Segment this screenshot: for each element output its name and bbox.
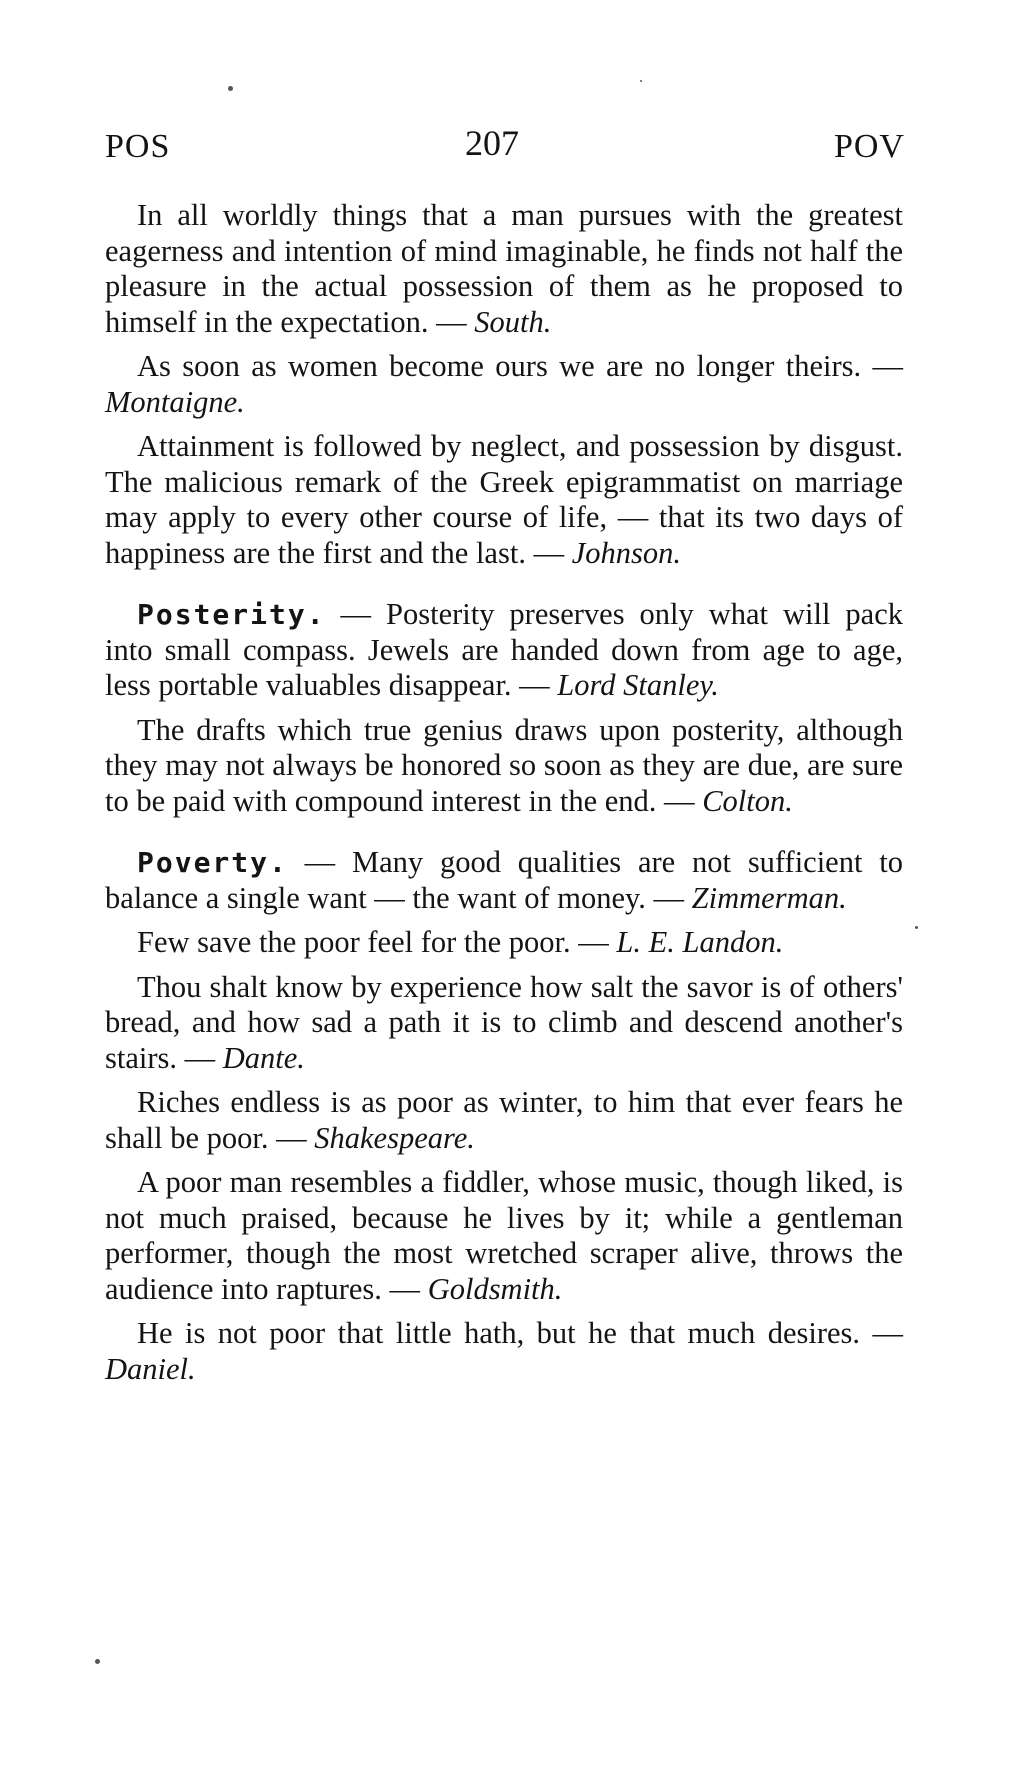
quotation-entry: [105, 198, 903, 340]
quotation-author: Daniel.: [105, 1351, 196, 1386]
topic-heading: Poverty.: [137, 846, 288, 879]
quotation-entry: [105, 1165, 903, 1307]
quotation-author: Goldsmith.: [427, 1271, 563, 1306]
quotation-entry: [105, 429, 903, 571]
quotation-author: Lord Stanley.: [557, 668, 719, 702]
quotation-author: Johnson.: [571, 535, 681, 570]
quotation-text: A poor man resembles a fiddler, whose music, though liked, is not much praised, because he lives by it; while a gentleman performer, though the most wretched scraper alive, throws the audience into raptures. —: [105, 1165, 903, 1306]
scan-speck: [640, 80, 642, 82]
quotation-text: The drafts which true genius draws upon posterity, although they may not always be honored so soon as they are due, are sure to be paid with compound interest in the end. —: [105, 712, 903, 818]
quotation-author: Colton.: [702, 783, 793, 818]
header-left-guide-word: POS: [105, 128, 171, 165]
topic-entry-posterity: [105, 597, 903, 704]
quotation-entry: [105, 925, 903, 961]
page-number: 207: [465, 123, 519, 163]
quotation-text: Attainment is followed by neglect, and possession by disgust. The malicious remark of the Greek epigrammatist on marriage may apply to every other course of life, — that its two days of happiness are the first and the last. —: [105, 429, 903, 570]
scan-speck: [228, 86, 233, 91]
quotation-text: He is not poor that little hath, but he that much desires. —: [137, 1316, 903, 1350]
quotation-author: Shakespeare.: [314, 1120, 475, 1155]
quotation-author: L. E. Landon.: [616, 925, 784, 959]
quotation-entry: [105, 349, 903, 420]
quotation-entry: [105, 1085, 903, 1156]
quotation-text: Few save the poor feel for the poor. —: [137, 925, 617, 959]
running-header: [105, 123, 905, 176]
quotation-author: Montaigne.: [105, 384, 245, 419]
quotation-text: In all worldly things that a man pursues with the greatest eagerness and intention of mind imaginable, he finds not half the pleasure in the actual possession of them as he proposed to himself in the expectation. —: [105, 198, 903, 339]
quotation-text: Thou shalt know by experience how salt the savor is of others' bread, and how sad a path it is to climb and descend another's stairs. —: [105, 969, 903, 1075]
quotation-entry: [105, 970, 903, 1077]
quotation-author: South.: [474, 304, 552, 339]
scan-speck: [915, 926, 918, 929]
quotation-text: — Posterity preserves only what will pack into small compass. Jewels are handed down from age to age, less portable valuables disappear. —: [105, 597, 903, 702]
quotation-entry: [105, 1316, 903, 1387]
quotation-author: Dante.: [222, 1040, 305, 1075]
header-right-guide-word: POV: [833, 128, 905, 165]
quotation-entry: [105, 713, 903, 820]
topic-heading: Posterity.: [137, 598, 326, 631]
topic-entry-poverty: [105, 845, 903, 916]
quotation-text: Riches endless is as poor as winter, to him that ever fears he shall be poor. —: [105, 1085, 903, 1155]
quotation-list: [105, 198, 903, 1396]
quotation-text: As soon as women become ours we are no longer theirs. —: [137, 349, 903, 383]
quotation-author: Zimmerman.: [691, 880, 847, 915]
scan-speck: [95, 1659, 100, 1664]
quotation-text: — Many good qualities are not sufficient to balance a single want — the want of money. —: [105, 845, 903, 915]
